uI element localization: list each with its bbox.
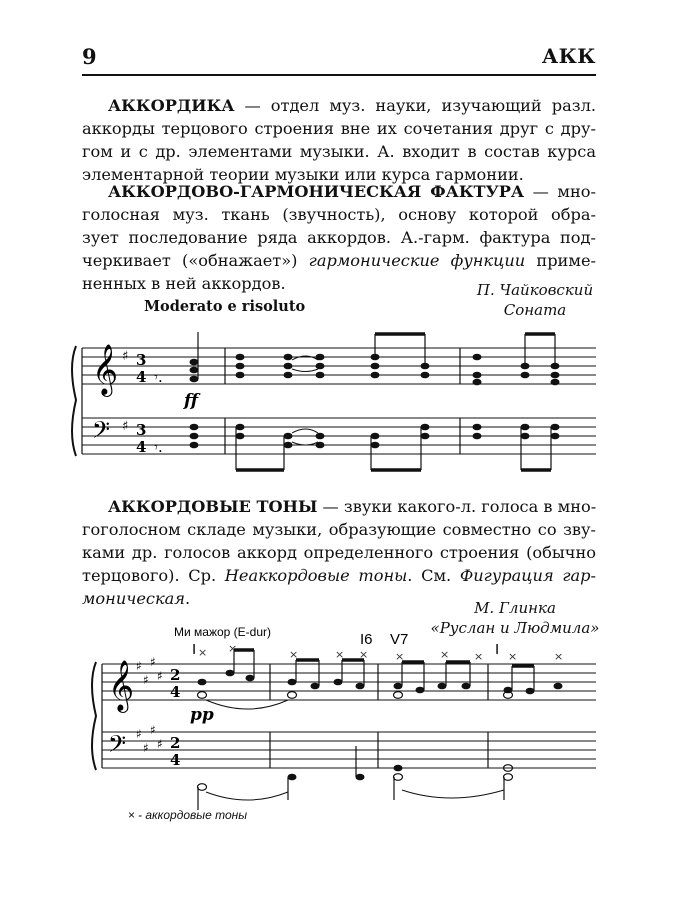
cross-reference: Неаккордовые тоны	[224, 566, 408, 585]
time-signatures	[170, 666, 180, 769]
legend-text: - аккордовые тоны	[138, 808, 248, 822]
svg-text:×: ×	[440, 648, 450, 661]
entry-line: АККОРДОВО-ГАРМОНИЧЕСКАЯ ФАКТУРА — мно-	[108, 182, 597, 201]
svg-text:2: 2	[170, 666, 181, 684]
entry-line: ненных в ней аккордов.	[82, 274, 286, 293]
svg-text:4: 4	[136, 368, 147, 386]
running-head: АКК	[541, 44, 596, 68]
note-stems	[198, 650, 534, 810]
bass-noteheads	[288, 765, 403, 781]
sharp-icon: ♯	[143, 741, 149, 755]
key-signature-sharp-icon: ♯	[122, 349, 129, 364]
svg-text:×: ×	[359, 648, 369, 661]
sharp-icon: ♯	[150, 723, 156, 737]
entry-line: аккорды терцового строения вне их сочетания друг с дру-	[82, 119, 596, 138]
svg-text:4: 4	[136, 438, 147, 456]
example1-work: Соната	[503, 301, 567, 319]
svg-text:×: ×	[335, 648, 345, 661]
music-example-1	[70, 322, 610, 482]
bass-clef-icon: 𝄢	[92, 416, 111, 449]
entry-accordica	[82, 94, 596, 186]
entry-term: АККОРДИКА	[108, 96, 235, 115]
entry-line: АККОРДИКА — отдел муз. науки, изучающий разл.	[108, 96, 596, 115]
harmony-label: I	[495, 641, 500, 658]
entry-line: терцового). Ср. Неаккордовые тоны. См. Фигурация гар-	[82, 566, 596, 585]
svg-text:×: ×	[228, 642, 238, 655]
cross-reference: Фигурация гар-	[459, 566, 596, 585]
svg-text:×: ×	[508, 650, 518, 663]
entry-line: зует последование ряда аккордов. А.-гарм. фактура под-	[82, 228, 596, 247]
entry-line: черкивает («обнажает») гармонические функции приме-	[82, 251, 596, 270]
cross-reference: моническая	[82, 589, 186, 608]
svg-text:3: 3	[136, 421, 147, 439]
example1-composer: П. Чайковский	[476, 281, 594, 299]
svg-text:×: ×	[198, 646, 208, 659]
header-rule	[82, 74, 596, 76]
svg-text:×: ×	[554, 650, 564, 663]
page-number: 9	[82, 44, 97, 69]
ties	[292, 356, 318, 445]
svg-text:2: 2	[170, 734, 181, 752]
entry-accordovye-tony	[82, 495, 596, 610]
svg-text:×: ×	[474, 650, 484, 663]
rest-icon: 𝄾.	[154, 438, 163, 456]
chord-tone-legend	[128, 808, 247, 822]
chord-noteheads	[190, 354, 560, 449]
rest-icon: 𝄾.	[154, 368, 163, 386]
cross-icon: ×	[128, 808, 136, 822]
key-signature-sharp-icon: ♯	[122, 419, 129, 434]
svg-text:3: 3	[136, 351, 147, 369]
entry-term: АККОРДОВЫЕ ТОНЫ	[108, 497, 318, 516]
sharp-icon: ♯	[143, 673, 149, 687]
treble-clef-icon: 𝄞	[108, 660, 135, 711]
example1-attribution	[460, 280, 610, 320]
svg-text:×: ×	[289, 648, 299, 661]
entry-term: АККОРДОВО-ГАРМОНИЧЕСКАЯ ФАКТУРА	[108, 182, 525, 201]
dynamic-marking: pp	[190, 705, 214, 725]
sharp-icon: ♯	[150, 655, 156, 669]
page-header	[82, 44, 596, 78]
entry-line: гом и с др. элементами музыки. А. входит в состав курса	[82, 142, 596, 161]
example2-work: «Руслан и Людмила»	[430, 619, 600, 637]
sharp-icon: ♯	[136, 727, 142, 741]
key-label: Ми мажор (E-dur)	[174, 625, 272, 639]
tempo-marking: Moderato e risoluto	[144, 298, 306, 315]
entry-line: ками др. голосов аккорд определенного строения (обычно	[82, 543, 596, 562]
harmony-label: V7	[390, 631, 409, 648]
entry-line: гоголосном складе музыки, образующие совместно со зву-	[82, 520, 596, 539]
svg-text:4: 4	[170, 751, 181, 769]
treble-clef-icon: 𝄞	[92, 344, 119, 395]
harmony-label: I	[192, 641, 197, 658]
chord-tone-marks	[198, 642, 563, 663]
grand-staff-brace	[72, 346, 76, 456]
time-signatures	[136, 351, 146, 456]
note-stems	[198, 332, 555, 470]
sharp-icon: ♯	[157, 669, 163, 683]
music-example-2	[70, 620, 610, 830]
entry-line: моническая.	[82, 589, 191, 608]
svg-text:×: ×	[395, 650, 405, 663]
cross-reference: гармонические функции	[308, 251, 526, 270]
svg-text:4: 4	[170, 683, 181, 701]
harmony-label: I6	[360, 631, 373, 648]
sharp-icon: ♯	[157, 737, 163, 751]
example2-composer: М. Глинка	[474, 599, 556, 617]
entry-accordovo-garmonicheskaya	[82, 180, 596, 295]
entry-line: АККОРДОВЫЕ ТОНЫ — звуки какого-л. голоса в мно-	[108, 497, 597, 516]
sharp-icon: ♯	[136, 659, 142, 673]
dynamic-marking: ff	[184, 391, 199, 411]
key-signature	[136, 655, 163, 755]
bass-clef-icon: 𝄢	[108, 730, 127, 763]
entry-line: голосная муз. ткань (звучность), основу которой обра-	[82, 205, 596, 224]
entry-line: элементарной теории музыки или курса гармонии.	[82, 165, 524, 184]
grand-staff-brace	[92, 662, 96, 770]
